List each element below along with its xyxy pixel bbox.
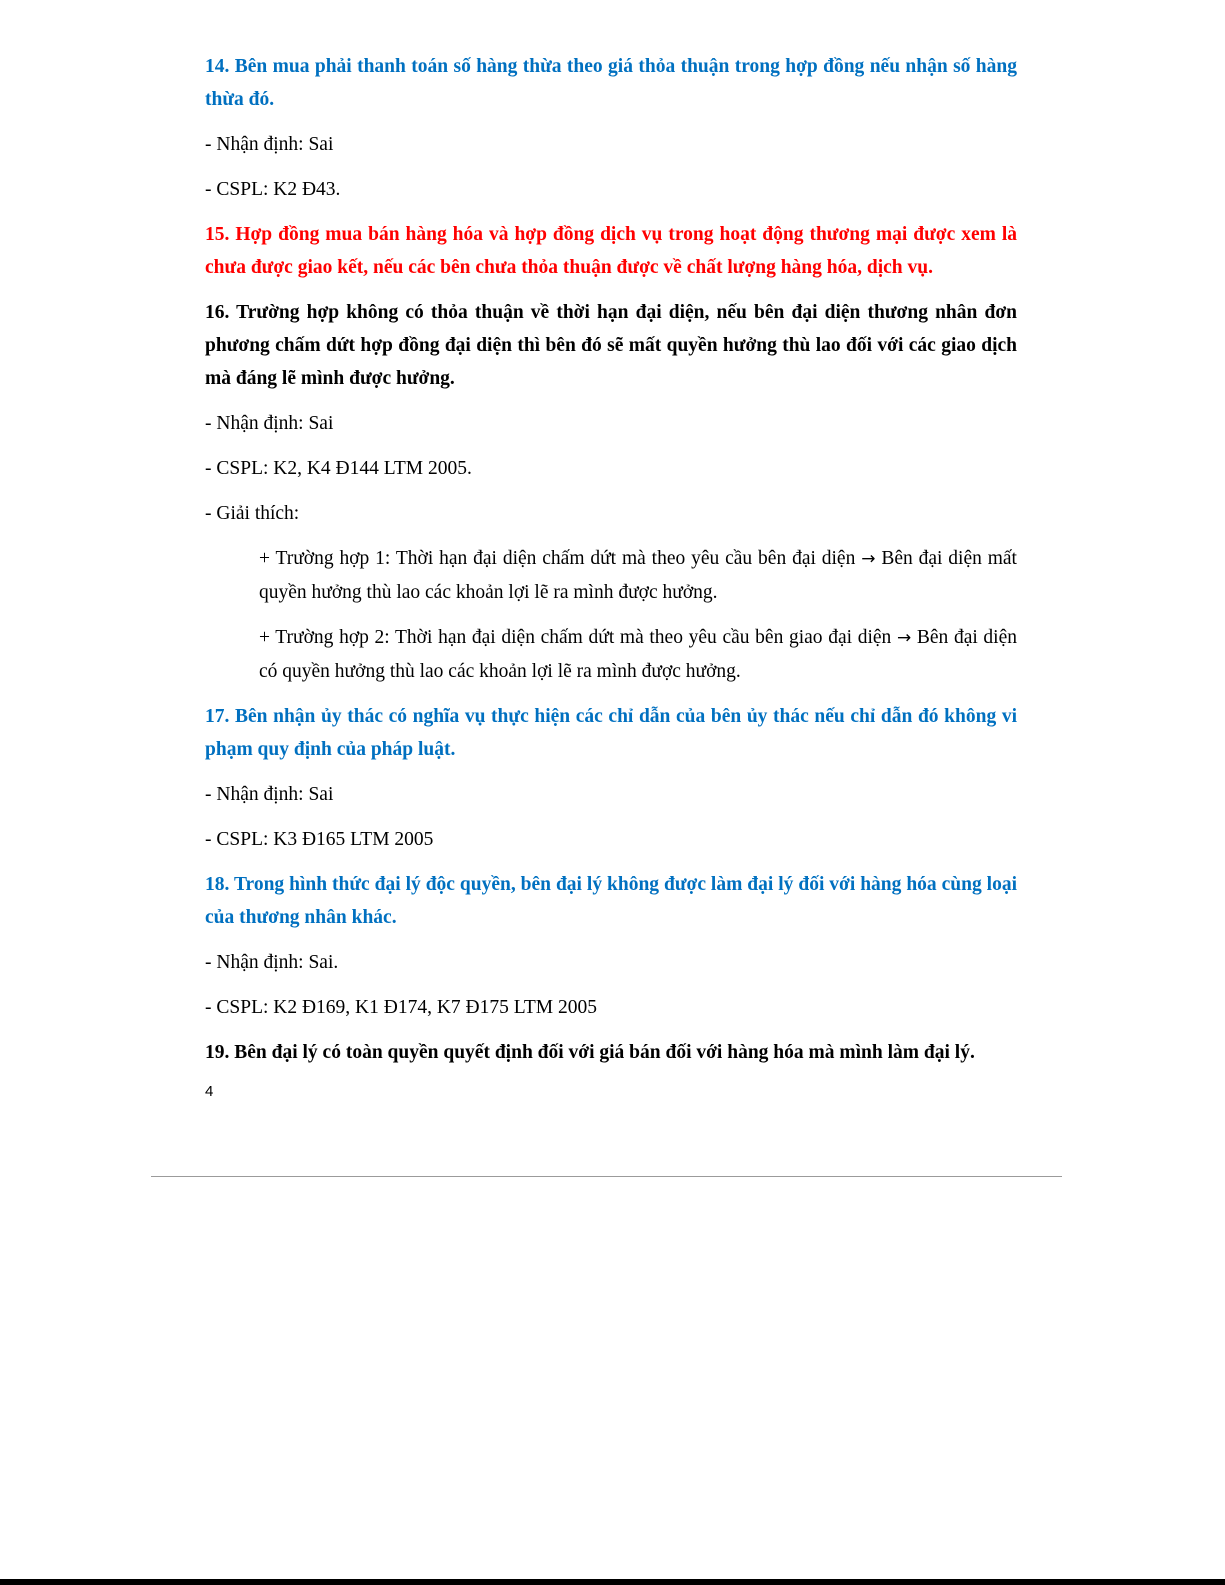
question-16-verdict: - Nhận định: Sai: [205, 413, 334, 434]
case-1-text-a: + Trường hợp 1: Thời hạn đại diện chấm dứt mà theo yêu cầu bên đại diện: [259, 548, 862, 569]
question-18-legal-basis: - CSPL: K2 Đ169, K1 Đ174, K7 Đ175 LTM 2005: [205, 997, 598, 1018]
question-17-verdict: - Nhận định: Sai: [205, 784, 334, 805]
question-16-explanation-label: - Giải thích:: [205, 503, 300, 524]
question-19-title: 19. Bên đại lý có toàn quyền quyết định đối với giá bán đối với hàng hóa mà mình làm đại lý.: [205, 1042, 975, 1063]
question-16-case-1: [259, 542, 1017, 609]
arrow-right-icon: →: [896, 628, 912, 648]
case-2-text-b: Bên đại diện có quyền hưởng thù lao các khoản lợi lẽ ra mình được hưởng.: [259, 627, 1017, 682]
question-18-verdict: - Nhận định: Sai.: [205, 952, 339, 973]
arrow-right-icon: →: [861, 549, 876, 569]
question-17-title: 17. Bên nhận ủy thác có nghĩa vụ thực hiện các chỉ dẫn của bên ủy thác nếu chỉ dẫn đó không vi phạm quy định của pháp luật.: [205, 706, 1017, 760]
case-2-text-a: + Trường hợp 2: Thời hạn đại diện chấm dứt mà theo yêu cầu bên giao đại diện: [259, 627, 897, 648]
question-15-title: 15. Hợp đồng mua bán hàng hóa và hợp đồng dịch vụ trong hoạt động thương mại được xem là chưa được giao kết, nếu các bên chưa thỏa thuận được về chất lượng hàng hóa, dịch vụ.: [205, 224, 1017, 278]
question-14-verdict: - Nhận định: Sai: [205, 134, 334, 155]
question-14-legal-basis: - CSPL: K2 Đ43.: [205, 179, 341, 200]
question-17-legal-basis: - CSPL: K3 Đ165 LTM 2005: [205, 829, 434, 850]
question-16-legal-basis: - CSPL: K2, K4 Đ144 LTM 2005.: [205, 458, 472, 479]
case-1-text-b: Bên đại diện mất quyền hưởng thù lao các khoản lợi lẽ ra mình được hưởng.: [259, 548, 1017, 603]
question-14-title: 14. Bên mua phải thanh toán số hàng thừa theo giá thỏa thuận trong hợp đồng nếu nhận số hàng thừa đó.: [205, 56, 1017, 110]
question-18-title: 18. Trong hình thức đại lý độc quyền, bên đại lý không được làm đại lý đối với hàng hóa cùng loại của thương nhân khác.: [205, 874, 1017, 928]
page-divider: [151, 1176, 1062, 1177]
document-page: [205, 50, 1017, 1081]
page-number: 4: [205, 1083, 214, 1100]
question-16-case-2: [259, 621, 1017, 688]
question-16-title: 16. Trường hợp không có thỏa thuận về thời hạn đại diện, nếu bên đại diện thương nhân đơn phương chấm dứt hợp đồng đại diện thì bên đó sẽ mất quyền hưởng thù lao đối với các giao dịch mà đáng lẽ mình được hưởng.: [205, 302, 1017, 389]
page-bottom-edge: [0, 1579, 1225, 1585]
